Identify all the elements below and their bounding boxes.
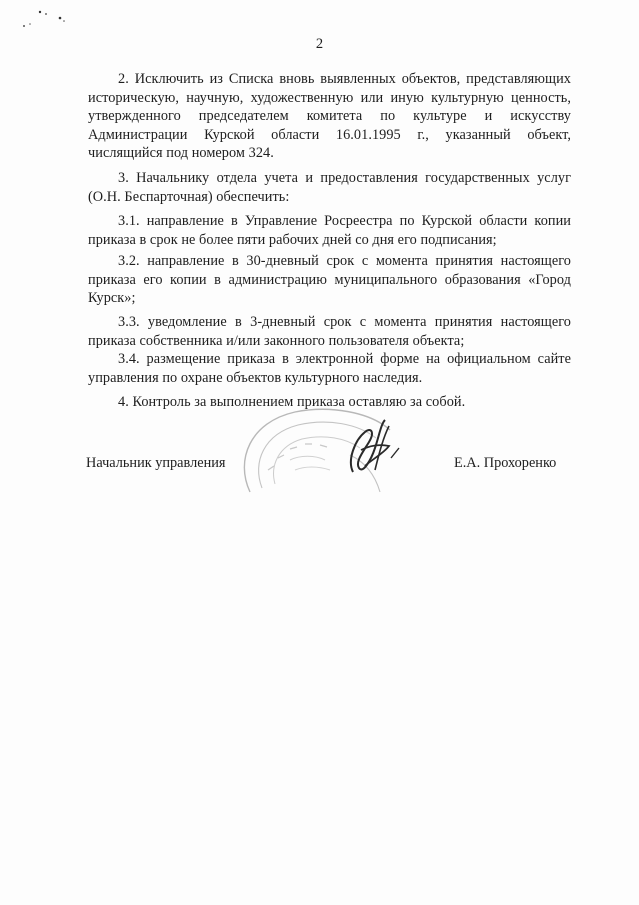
paragraph-4: 4. Контроль за выполнением приказа оставляю за собой. — [118, 394, 466, 410]
paragraph-3-3: 3.3. уведомление в 3-дневный срок с момента принятия настоящего приказа собственника и/или законного пользователя объекта; — [88, 314, 571, 349]
paragraph-2: 2. Исключить из Списка вновь выявленных объектов, представляющих историческую, научную, художественную или иную культурную ценность, утвержденного председателем комитета по культуре и искусству Администрации Курской области 16.01.1995 г., указанный объект, числящийся под номером 324. — [88, 71, 571, 161]
paragraph-3-4: 3.4. размещение приказа в электронной форме на официальном сайте управления по охране объектов культурного наследия. — [88, 351, 571, 386]
scan-specks — [20, 6, 80, 36]
paragraph-3-2: 3.2. направление в 30-дневный срок с момента принятия настоящего приказа его копии в администрацию муниципального образования «Город Курск»; — [88, 253, 571, 306]
signatory-title: Начальник управления — [86, 455, 226, 471]
signatory-name: Е.А. Прохоренко — [454, 455, 557, 471]
paragraph-3-1: 3.1. направление в Управление Росреестра по Курской области копии приказа в срок не более пяти рабочих дней со дня его подписания; — [88, 213, 571, 248]
handwritten-signature — [335, 410, 415, 490]
page-number: 2 — [315, 36, 324, 52]
paragraph-3: 3. Начальнику отдела учета и предоставления государственных услуг (О.Н. Беспарточная) обеспечить: — [88, 170, 571, 205]
